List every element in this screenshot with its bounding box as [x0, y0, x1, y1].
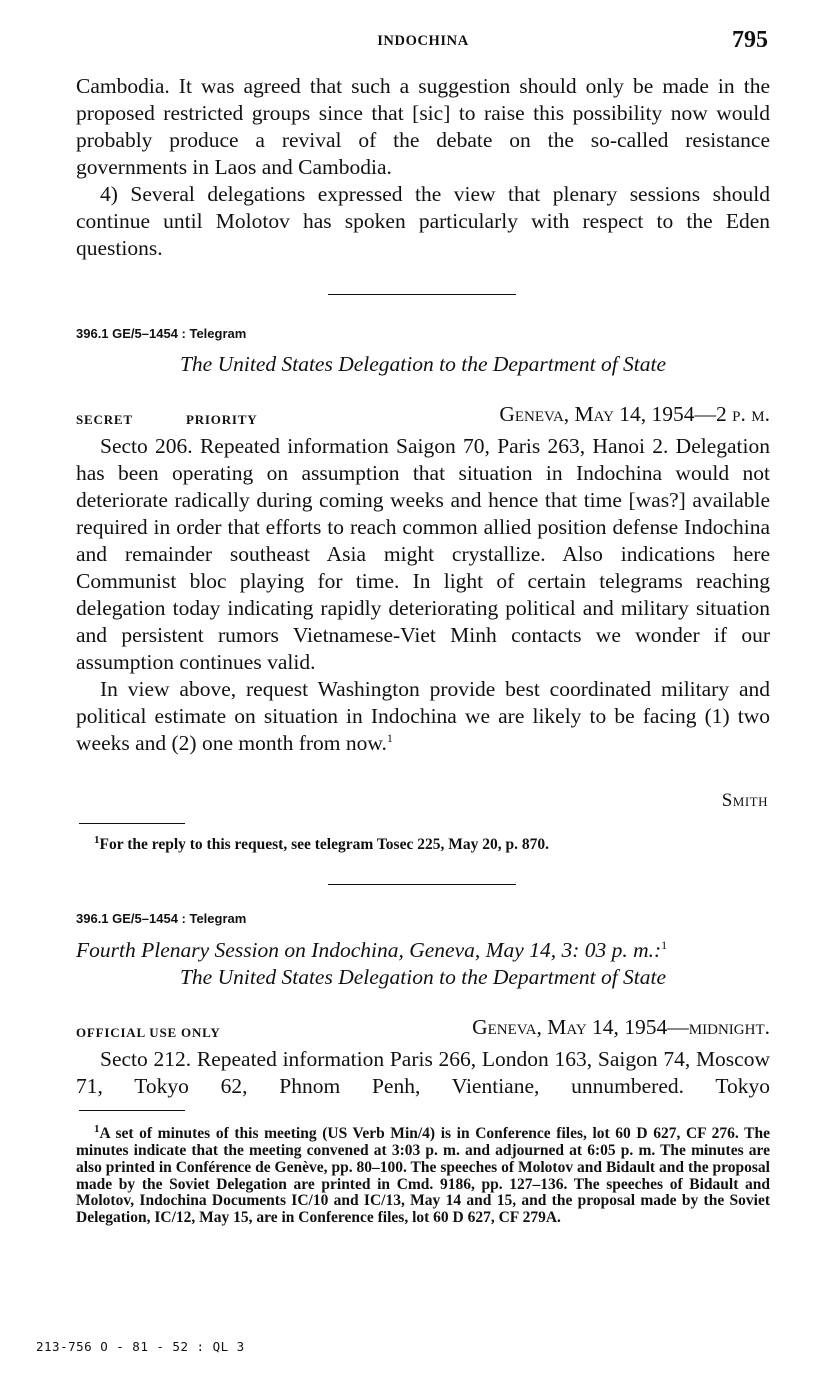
telegram-paragraph-2 — [76, 676, 770, 757]
carryover-paragraph-1: Cambodia. It was agreed that such a suggestion should only be made in the proposed restricted groups since that [sic] to raise this possibility now would probably produce a revival of the debate on the so-called resistance governments in Laos and Cambodia. — [76, 74, 770, 179]
precedence-label: PRIORITY — [186, 412, 258, 427]
footnote-reference: 1 — [386, 730, 393, 745]
telegram-paragraph-1: Secto 212. Repeated information Paris 266, London 163, Saigon 74, Moscow 71, Tokyo 62, Phnom Penh, Vientiane, unnumbered. Tokyo — [76, 1047, 770, 1098]
telegram-paragraph-2-text: In view above, request Washington provide best coordinated military and political estimate on situation in Indochina we are likely to be facing (1) two weeks and (2) one month from now. — [76, 677, 770, 755]
dateline: Geneva, May 14, 1954—2 p. m. — [499, 402, 770, 426]
carryover-paragraph-2: 4) Several delegations expressed the view that plenary sessions should continue until Molotov has spoken particularly with respect to the Eden questions. — [76, 182, 770, 260]
footnote-rule — [79, 823, 185, 824]
footnote-rule — [79, 1110, 185, 1111]
footnote-reference: 1 — [661, 937, 668, 952]
file-reference: 396.1 GE/5–1454 : Telegram — [76, 911, 247, 926]
running-head — [76, 27, 770, 63]
section-divider — [328, 884, 516, 885]
telegram-body — [76, 1046, 770, 1100]
document-title-line-2: The United States Delegation to the Department of State — [179, 965, 667, 989]
session-title-text: Fourth Plenary Session on Indochina, Geneva, May 14, 3: 03 p. m.: — [76, 938, 662, 962]
signature: Smith — [721, 790, 768, 811]
document-title-line-1 — [76, 938, 770, 963]
telegram-body — [76, 433, 770, 757]
footnote-mark: 1 — [94, 1123, 100, 1135]
file-reference: 396.1 GE/5–1454 : Telegram — [76, 326, 247, 341]
classification-label: OFFICIAL USE ONLY — [76, 1025, 221, 1040]
footnote-mark: 1 — [94, 834, 100, 846]
footnote-text: For the reply to this request, see telegram Tosec 225, May 20, p. 870. — [99, 836, 549, 854]
telegram-paragraph-1: Secto 206. Repeated information Saigon 70, Paris 263, Hanoi 2. Delegation has been operating on assumption that situation in Indochina would not deteriorate radically during coming weeks and hence that time [was?] available required in order that efforts to reach common allied position defense Indochina and remainder southeast Asia might crystallize. Also indications here Communist bloc playing for time. In light of certain telegrams reaching delegation today indicating rapidly deteriorating political and military situation and persistent rumors Vietnamese-Viet Minh contacts we wonder if our assumption continues valid. — [76, 434, 770, 674]
running-title: INDOCHINA — [377, 33, 469, 49]
footnote — [76, 832, 770, 854]
dateline: Geneva, May 14, 1954—midnight. — [472, 1015, 770, 1039]
section-divider — [328, 294, 516, 295]
document-title: The United States Delegation to the Department of State — [179, 352, 667, 376]
footnote-text: A set of minutes of this meeting (US Verb Min/4) is in Conference files, lot 60 D 627, CF 276. The minutes indicate that the meeting convened at 3:03 p. m. and adjourned at 6:05 p. m. The minutes are also printed in Conférence de Genève, pp. 80–100. The speeches of Molotov and Bidault and the proposal made by the Soviet Delegation are printed in Cmd. 9186, pp. 127–136. The speeches of Bidault and Molotov, Indochina Documents IC/10 and IC/13, May 14 and 15, and the proposal made by the Soviet Delegation, IC/12, May 15, are in Conference files, lot 60 D 627, CF 279A. — [76, 1125, 770, 1227]
footnote — [76, 1121, 770, 1227]
page-number: 795 — [732, 27, 768, 53]
printer-imprint: 213-756 O - 81 - 52 : QL 3 — [36, 1339, 245, 1354]
classification-line — [76, 1015, 770, 1045]
classification-label: SECRET — [76, 412, 133, 427]
classification-line — [76, 402, 770, 432]
carryover-text — [76, 73, 770, 262]
